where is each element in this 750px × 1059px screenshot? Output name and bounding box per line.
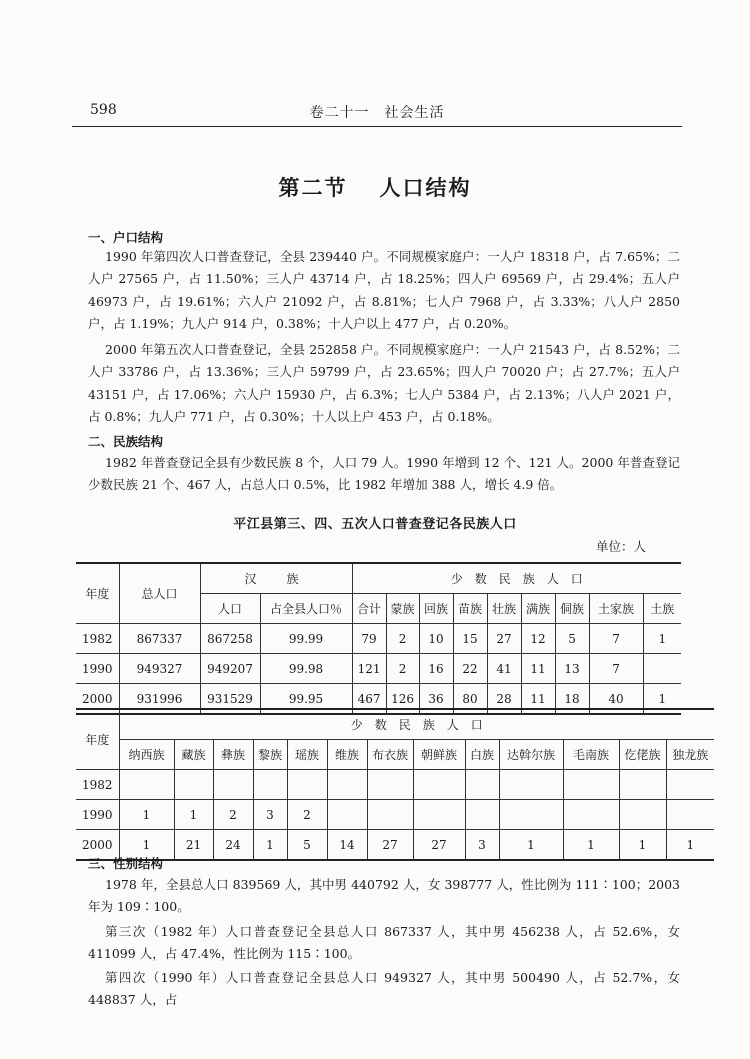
table-cell: 2 [213, 800, 253, 830]
table-cell [563, 770, 619, 800]
column-header: 纳西族 [119, 740, 174, 770]
table-cell: 1 [499, 830, 563, 861]
table-cell: 3 [465, 830, 499, 861]
table-cell: 1 [563, 830, 619, 861]
column-header: 土族 [643, 594, 681, 624]
paragraph-2000-households: 2000 年第五次人口普查登记，全县 252858 户。不同规模家庭户：一人户 21543 户，占 8.52%；二人户 33786 户，占 13.36%；三人户 59799 户，占 23.65%；四人户 70020 户；占 27.7%；五人户 43151 户，占 17.06%；六人户 15930 户，占 6.3%；七人户 5384 户，占 2.13%；八人户 2021 户，占 0.8%；九人户 771 户，占 0.30%；十人以上户 453 户，占 0.18%。 [88, 342, 680, 424]
column-header: 蒙族 [386, 594, 419, 624]
table-cell [563, 800, 619, 830]
ethnic-population-table-2 [76, 708, 714, 861]
header-han: 汉 族 [200, 563, 352, 594]
table-row [76, 654, 681, 684]
section-title [0, 172, 750, 202]
paragraph-ethnic: 1982 年普查登记全县有少数民族 8 个，人口 79 人。1990 年增到 12 个、121 人。2000 年普查登记少数民族 21 个、467 人，占总人口 0.5%，比 1982 年增加 388 人，增长 4.9 倍。 [88, 455, 680, 493]
ethnic-population-table-1 [76, 562, 681, 715]
table-cell [666, 800, 714, 830]
table-unit: 单位：人 [596, 539, 647, 554]
table-cell: 949207 [200, 654, 260, 684]
table-cell: 27 [413, 830, 465, 861]
table-cell: 1 [643, 684, 681, 715]
table-cell: 931529 [200, 684, 260, 715]
table-cell: 99.95 [260, 684, 352, 715]
table-cell: 15 [453, 624, 487, 654]
heading-ethnic: 二、民族结构 [88, 434, 164, 449]
table-cell [174, 770, 213, 800]
table-cell: 80 [453, 684, 487, 715]
column-header: 侗族 [555, 594, 589, 624]
table-cell [119, 770, 174, 800]
table-cell: 121 [352, 654, 386, 684]
table-cell: 1990 [76, 800, 119, 830]
table-cell: 28 [487, 684, 521, 715]
table-row [76, 800, 714, 830]
table-cell: 22 [453, 654, 487, 684]
table-subheader-row-2 [76, 740, 714, 770]
table-cell: 1982 [76, 624, 119, 654]
table-cell [499, 770, 563, 800]
chapter-title: 卷二十一 社会生活 [309, 105, 445, 121]
table-cell [287, 770, 327, 800]
table-cell: 467 [352, 684, 386, 715]
table-cell: 41 [487, 654, 521, 684]
column-header: 苗族 [453, 594, 487, 624]
paragraph-gender-1990: 第四次（1990 年）人口普查登记全县总人口 949327 人，其中男 500490 人，占 52.7%，女 448837 人，占 [88, 970, 680, 1008]
table-row [76, 830, 714, 861]
header-year-2: 年度 [76, 709, 119, 770]
table-cell [643, 654, 681, 684]
paragraph-1990-households: 1990 年第四次人口普查登记，全县 239440 户。不同规模家庭户：一人户 18318 户，占 7.65%；二人户 27565 户，占 11.50%；三人户 43714 户，占 18.25%；四人户 69569 户，占 29.4%；五人户 46973 户，占 19.61%；六人户 21092 户，占 8.81%；七人户 7968 户，占 3.33%；八人户 2850 户，占 1.19%；九人户 914 户，0.38%；十人户以上 477 户，占 0.20%。 [88, 249, 680, 331]
column-header: 黎族 [253, 740, 287, 770]
table-cell [465, 770, 499, 800]
column-header: 维族 [327, 740, 367, 770]
table-cell: 11 [521, 654, 555, 684]
table-cell: 1 [119, 800, 174, 830]
table-cell: 1 [119, 830, 174, 861]
column-header: 彝族 [213, 740, 253, 770]
table-cell [619, 800, 666, 830]
table-cell: 36 [419, 684, 453, 715]
table-cell: 27 [487, 624, 521, 654]
table-cell: 2000 [76, 830, 119, 861]
table-cell: 2 [386, 654, 419, 684]
table-cell [327, 800, 367, 830]
table-cell [253, 770, 287, 800]
table-cell: 3 [253, 800, 287, 830]
table-cell: 1 [619, 830, 666, 861]
table-cell [413, 800, 465, 830]
header-year: 年度 [76, 563, 119, 624]
column-header: 瑶族 [287, 740, 327, 770]
table-cell: 5 [555, 624, 589, 654]
table-cell: 2000 [76, 684, 119, 715]
table-cell: 949327 [119, 654, 200, 684]
table-cell: 21 [174, 830, 213, 861]
table-cell: 16 [419, 654, 453, 684]
running-header [72, 98, 682, 127]
column-header: 毛南族 [563, 740, 619, 770]
table-cell: 2 [287, 800, 327, 830]
column-header: 合计 [352, 594, 386, 624]
table-cell: 126 [386, 684, 419, 715]
column-header: 朝鲜族 [413, 740, 465, 770]
table-cell: 1 [174, 800, 213, 830]
header-minority: 少 数 民 族 人 口 [352, 563, 681, 594]
table-cell: 7 [589, 654, 643, 684]
table-cell: 12 [521, 624, 555, 654]
table-cell: 40 [589, 684, 643, 715]
header-total: 总人口 [119, 563, 200, 624]
column-header: 仡佬族 [619, 740, 666, 770]
table-cell: 24 [213, 830, 253, 861]
table-cell: 14 [327, 830, 367, 861]
table-row [76, 624, 681, 654]
paragraph-gender-1978: 1978 年，全县总人口 839569 人，其中男 440792 人，女 398777 人，性比例为 111∶100；2003 年为 109∶100。 [88, 877, 680, 915]
table-cell: 1 [643, 624, 681, 654]
section-name: 人口结构 [379, 175, 472, 200]
table-cell [465, 800, 499, 830]
heading-household: 一、户口结构 [88, 230, 164, 245]
table-cell [213, 770, 253, 800]
page-number: 598 [90, 102, 117, 118]
column-header: 占全县人口％ [260, 594, 352, 624]
column-header: 藏族 [174, 740, 213, 770]
table-cell: 1 [666, 830, 714, 861]
table-cell: 13 [555, 654, 589, 684]
column-header: 人口 [200, 594, 260, 624]
table-cell: 10 [419, 624, 453, 654]
table-cell: 867258 [200, 624, 260, 654]
table-cell [499, 800, 563, 830]
table-cell: 99.99 [260, 624, 352, 654]
table-cell [367, 800, 413, 830]
column-header: 布衣族 [367, 740, 413, 770]
table-cell [327, 770, 367, 800]
table-cell: 1990 [76, 654, 119, 684]
table-cell: 99.98 [260, 654, 352, 684]
column-header: 回族 [419, 594, 453, 624]
paragraph-gender-1982: 第三次（1982 年）人口普查登记全县总人口 867337 人，其中男 456238 人，占 52.6%，女 411099 人，占 47.4%，性比例为 115∶100。 [88, 924, 680, 962]
column-header: 壮族 [487, 594, 521, 624]
table-cell [619, 770, 666, 800]
table-cell: 931996 [119, 684, 200, 715]
table-cell: 1 [253, 830, 287, 861]
column-header: 白族 [465, 740, 499, 770]
section-number: 第二节 [278, 175, 348, 200]
table-cell: 7 [589, 624, 643, 654]
table-cell: 2 [386, 624, 419, 654]
table-cell: 5 [287, 830, 327, 861]
header-minority-2: 少 数 民 族 人 口 [119, 709, 714, 740]
column-header: 满族 [521, 594, 555, 624]
column-header: 土家族 [589, 594, 643, 624]
table-cell: 18 [555, 684, 589, 715]
table-cell: 27 [367, 830, 413, 861]
table-cell [413, 770, 465, 800]
table-cell: 1982 [76, 770, 119, 800]
table-cell: 11 [521, 684, 555, 715]
table-cell: 867337 [119, 624, 200, 654]
table-cell: 79 [352, 624, 386, 654]
heading-gender: 三、性别结构 [88, 856, 164, 871]
column-header: 达斡尔族 [499, 740, 563, 770]
table-cell [666, 770, 714, 800]
column-header: 独龙族 [666, 740, 714, 770]
table-cell [367, 770, 413, 800]
table-row [76, 770, 714, 800]
table-title: 平江县第三、四、五次人口普查登记各民族人口 [233, 517, 517, 532]
